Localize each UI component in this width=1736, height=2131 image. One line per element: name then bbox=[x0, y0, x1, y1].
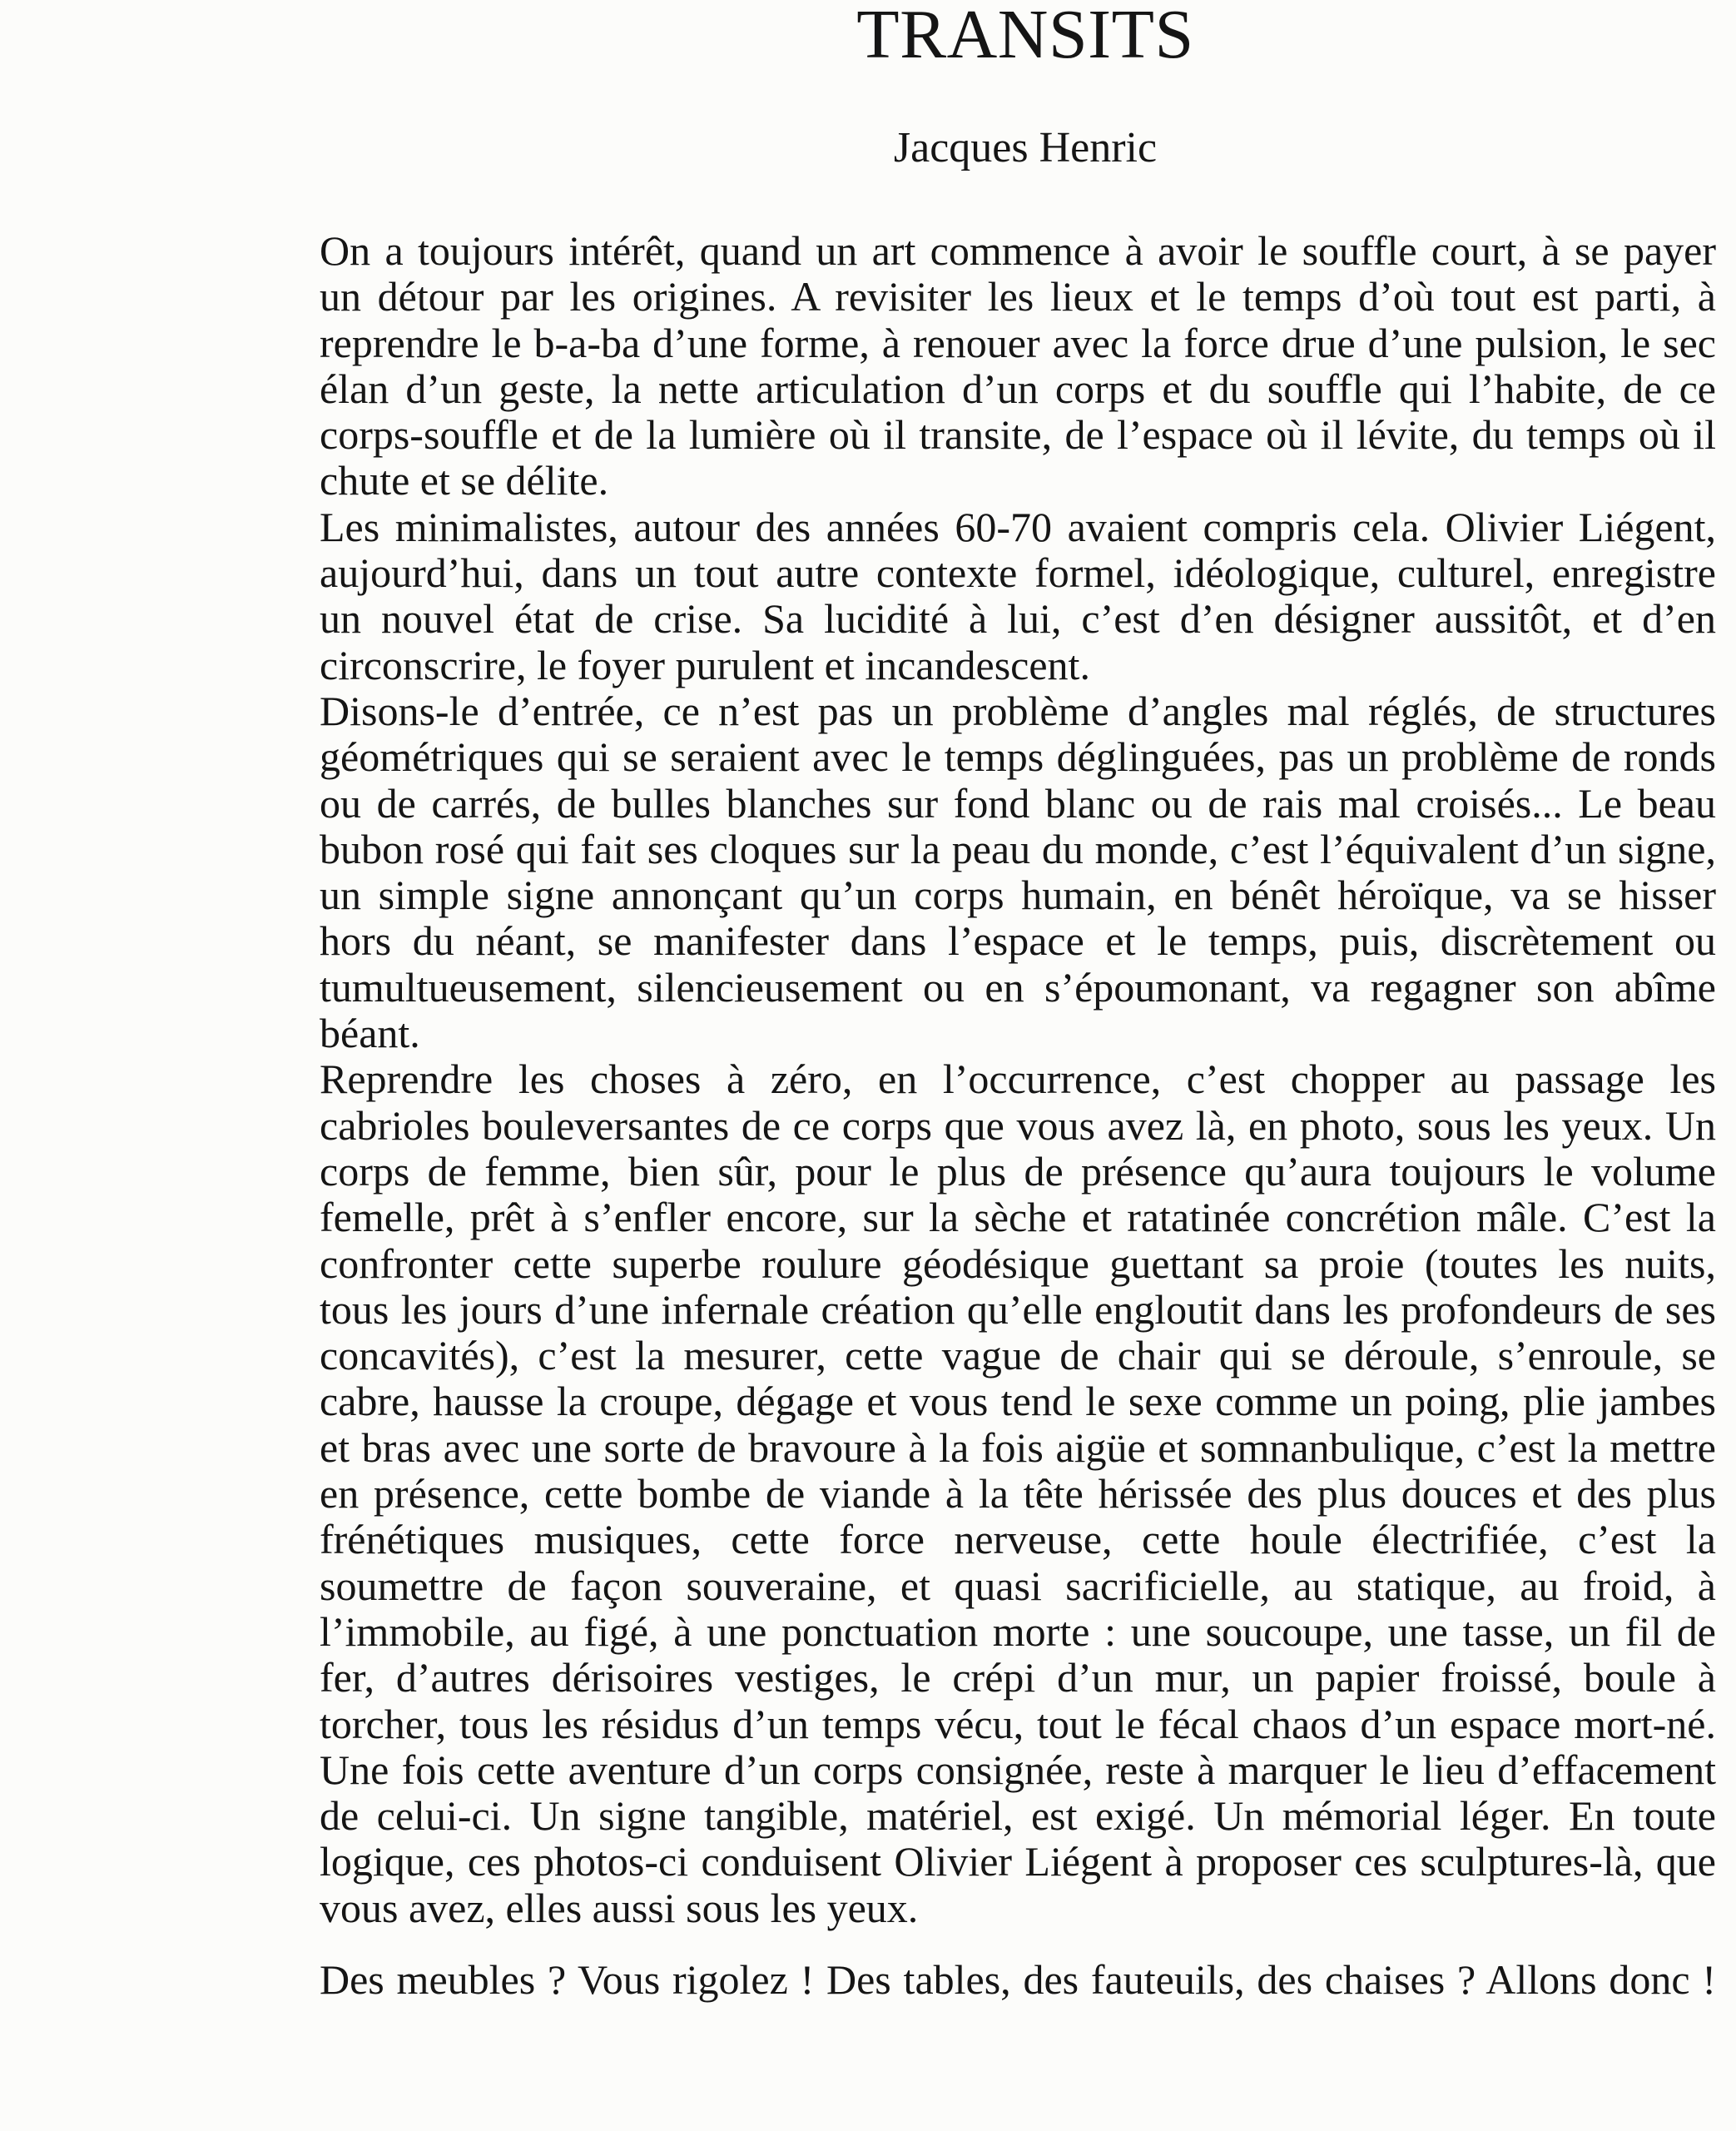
text-line: un simple signe annonçant qu’un corps humain, en bénêt héroïque, va se hisser bbox=[320, 872, 1716, 919]
paragraph bbox=[320, 1747, 1716, 1931]
paragraph bbox=[320, 1056, 1716, 1746]
paragraph bbox=[320, 504, 1716, 688]
article-body bbox=[320, 228, 1716, 2003]
text-line: On a toujours intérêt, quand un art commence à avoir le souffle court, à se payer bbox=[320, 227, 1716, 274]
text-line: fer, d’autres dérisoires vestiges, le crépi d’un mur, un papier froissé, boule à bbox=[320, 1654, 1716, 1701]
text-line: circonscrire, le foyer purulent et incandescent. bbox=[320, 641, 1090, 688]
text-line: cabre, hausse la croupe, dégage et vous tend le sexe comme un poing, plie jambes bbox=[320, 1378, 1716, 1425]
paragraph bbox=[320, 228, 1716, 504]
text-line: Disons-le d’entrée, ce n’est pas un problème d’angles mal réglés, de structures bbox=[320, 687, 1716, 734]
text-line: corps de femme, bien sûr, pour le plus de présence qu’aura toujours le volume bbox=[320, 1147, 1716, 1195]
text-line: corps-souffle et de la lumière où il transite, de l’espace où il lévite, du temps où il bbox=[320, 411, 1716, 459]
text-line: vous avez, elles aussi sous les yeux. bbox=[320, 1884, 919, 1931]
text-line: chute et se délite. bbox=[320, 457, 609, 504]
text-line: aujourd’hui, dans un tout autre contexte formel, idéologique, culturel, enregistre bbox=[320, 549, 1716, 597]
text-line: Reprendre les choses à zéro, en l’occurrence, c’est chopper au passage les bbox=[320, 1056, 1716, 1103]
article-title: TRANSITS bbox=[856, 0, 1194, 73]
closing-paragraph bbox=[320, 1957, 1716, 2003]
text-line: tous les jours d’une infernale création qu’elle engloutit dans les profondeurs de ses bbox=[320, 1285, 1716, 1333]
text-line: un nouvel état de crise. Sa lucidité à lui, c’est d’en désigner aussitôt, et d’en bbox=[320, 595, 1716, 643]
text-line: Des meubles ? Vous rigolez ! Des tables, des fauteuils, des chaises ? Allons donc ! bbox=[320, 1955, 1716, 2003]
text-line: et bras avec une sorte de bravoure à la fois aigüe et somnanbulique, c’est la mettre bbox=[320, 1423, 1716, 1471]
text-line: élan d’un geste, la nette articulation d’un corps et du souffle qui l’habite, de ce bbox=[320, 365, 1716, 412]
text-line: femelle, prêt à s’enfler encore, sur la sèche et ratatinée concrétion mâle. C’est la bbox=[320, 1194, 1716, 1241]
text-line: confronter cette superbe roulure géodésique guettant sa proie (toutes les nuits, bbox=[320, 1239, 1716, 1287]
text-line: géométriques qui se seraient avec le temps déglinguées, pas un problème de ronds bbox=[320, 733, 1716, 781]
text-line: logique, ces photos-ci conduisent Olivier Liégent à proposer ces sculptures-là, que bbox=[320, 1838, 1716, 1885]
text-line: torcher, tous les résidus d’un temps vécu, tout le fécal chaos d’un espace mort-né. bbox=[320, 1700, 1716, 1747]
text-line: Les minimalistes, autour des années 60-70 avaient compris cela. Olivier Liégent, bbox=[320, 503, 1716, 550]
text-line: ou de carrés, de bulles blanches sur fond blanc ou de rais mal croisés... Le beau bbox=[320, 779, 1716, 827]
text-line: de celui-ci. Un signe tangible, matériel, est exigé. Un mémorial léger. En toute bbox=[320, 1792, 1716, 1840]
text-line: un détour par les origines. A revisiter les lieux et le temps d’où tout est parti, à bbox=[320, 273, 1716, 320]
text-line: soumettre de façon souveraine, et quasi sacrificielle, au statique, au froid, à bbox=[320, 1562, 1716, 1609]
text-line: tumultueusement, silencieusement ou en s’époumonant, va regagner son abîme bbox=[320, 963, 1716, 1011]
text-line: reprendre le b-a-ba d’une forme, à renouer avec la force drue d’une pulsion, le sec bbox=[320, 319, 1716, 366]
paragraph bbox=[320, 688, 1716, 1056]
text-line: bubon rosé qui fait ses cloques sur la peau du monde, c’est l’équivalent d’un signe, bbox=[320, 825, 1716, 872]
text-line: frénétiques musiques, cette force nerveuse, cette houle électrifiée, c’est la bbox=[320, 1516, 1716, 1563]
author-name: Jacques Henric bbox=[893, 124, 1158, 171]
text-line: hors du néant, se manifester dans l’espace et le temps, puis, discrètement ou bbox=[320, 917, 1716, 965]
text-line: concavités), c’est la mesurer, cette vague de chair qui se déroule, s’enroule, se bbox=[320, 1332, 1716, 1379]
text-line: cabrioles bouleversantes de ce corps que vous avez là, en photo, sous les yeux. Un bbox=[320, 1101, 1716, 1149]
text-line: Une fois cette aventure d’un corps consignée, reste à marquer le lieu d’effacement bbox=[320, 1746, 1716, 1793]
text-line: l’immobile, au figé, à une ponctuation morte : une soucoupe, une tasse, un fil de bbox=[320, 1607, 1716, 1655]
text-line: en présence, cette bombe de viande à la tête hérissée des plus douces et des plus bbox=[320, 1470, 1716, 1518]
text-line: béant. bbox=[320, 1010, 420, 1057]
